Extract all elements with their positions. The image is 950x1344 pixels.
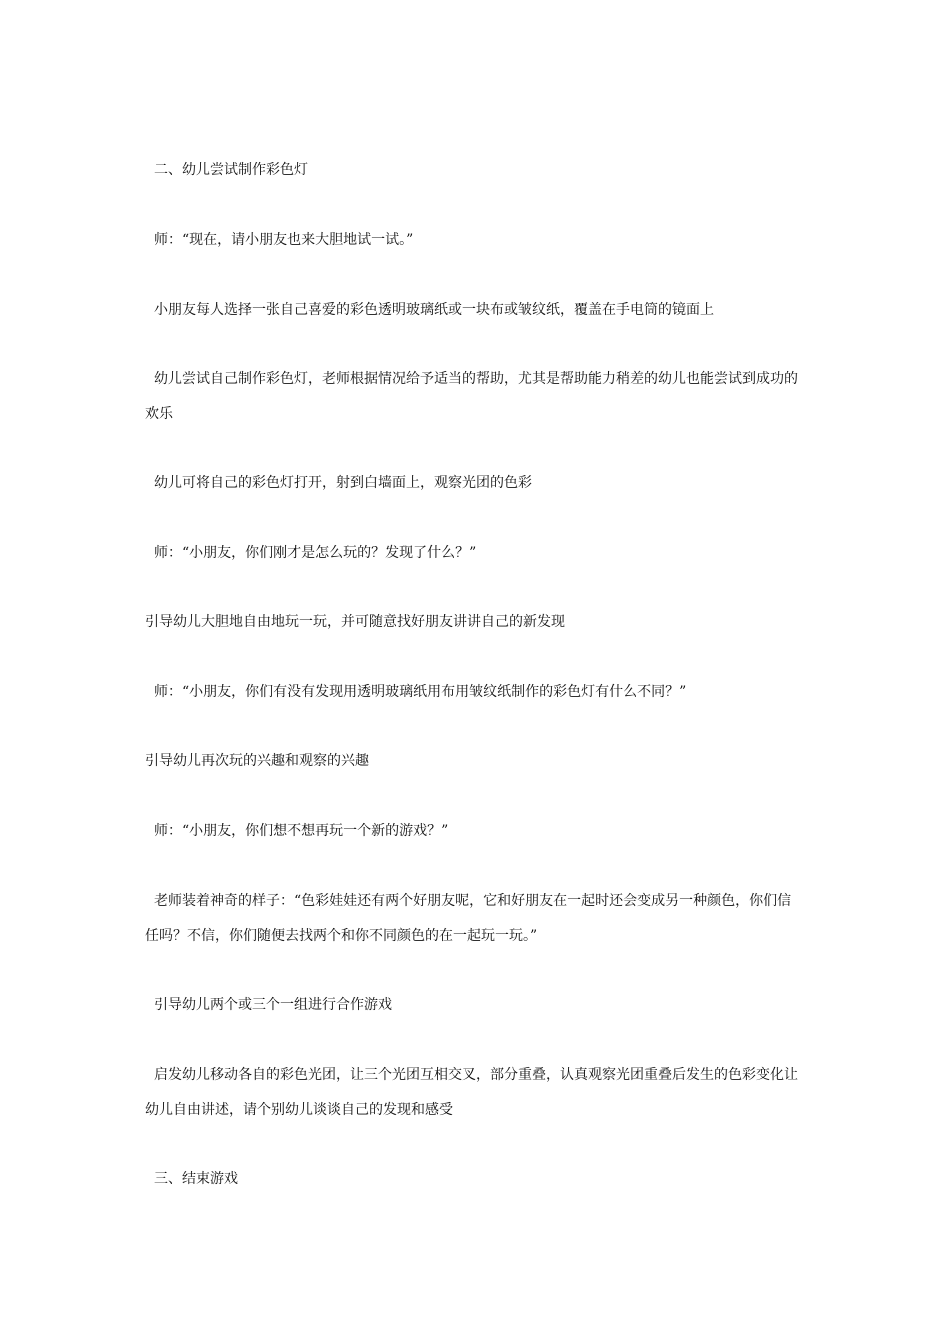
paragraph: 引导幼儿两个或三个一组进行合作游戏	[154, 997, 392, 1013]
paragraph: 引导幼儿再次玩的兴趣和观察的兴趣	[145, 753, 369, 769]
paragraph: 师：“现在，请小朋友也来大胆地试一试。”	[154, 232, 414, 248]
section-heading-3: 三、结束游戏	[154, 1171, 238, 1187]
paragraph: 老师装着神奇的样子：“色彩娃娃还有两个好朋友呢，它和好朋友在一起时还会变成另一种颜色，你们信任吗？不信，你们随便去找两个和你不同颜色的在一起玩一玩。”	[145, 893, 792, 944]
paragraph: 幼儿尝试自己制作彩色灯，老师根据情况给予适当的帮助，尤其是帮助能力稍差的幼儿也能尝试到成功的欢乐	[145, 371, 798, 422]
paragraph: 师：“小朋友，你们有没有发现用透明玻璃纸用布用皱纹纸制作的彩色灯有什么不同？”	[154, 684, 687, 700]
paragraph: 启发幼儿移动各自的彩色光团，让三个光团互相交叉，部分重叠，认真观察光团重叠后发生的色彩变化让幼儿自由讲述，请个别幼儿谈谈自己的发现和感受	[145, 1067, 798, 1118]
paragraph: 师：“小朋友，你们想不想再玩一个新的游戏？”	[154, 823, 449, 839]
paragraph: 幼儿可将自己的彩色灯打开，射到白墙面上，观察光团的色彩	[154, 475, 532, 491]
paragraph: 引导幼儿大胆地自由地玩一玩，并可随意找好朋友讲讲自己的新发现	[145, 614, 565, 630]
section-heading-2: 二、幼儿尝试制作彩色灯	[154, 162, 308, 178]
paragraph: 师：“小朋友，你们刚才是怎么玩的？发现了什么？”	[154, 545, 477, 561]
paragraph: 小朋友每人选择一张自己喜爱的彩色透明玻璃纸或一块布或皱纹纸，覆盖在手电筒的镜面上	[154, 302, 714, 318]
